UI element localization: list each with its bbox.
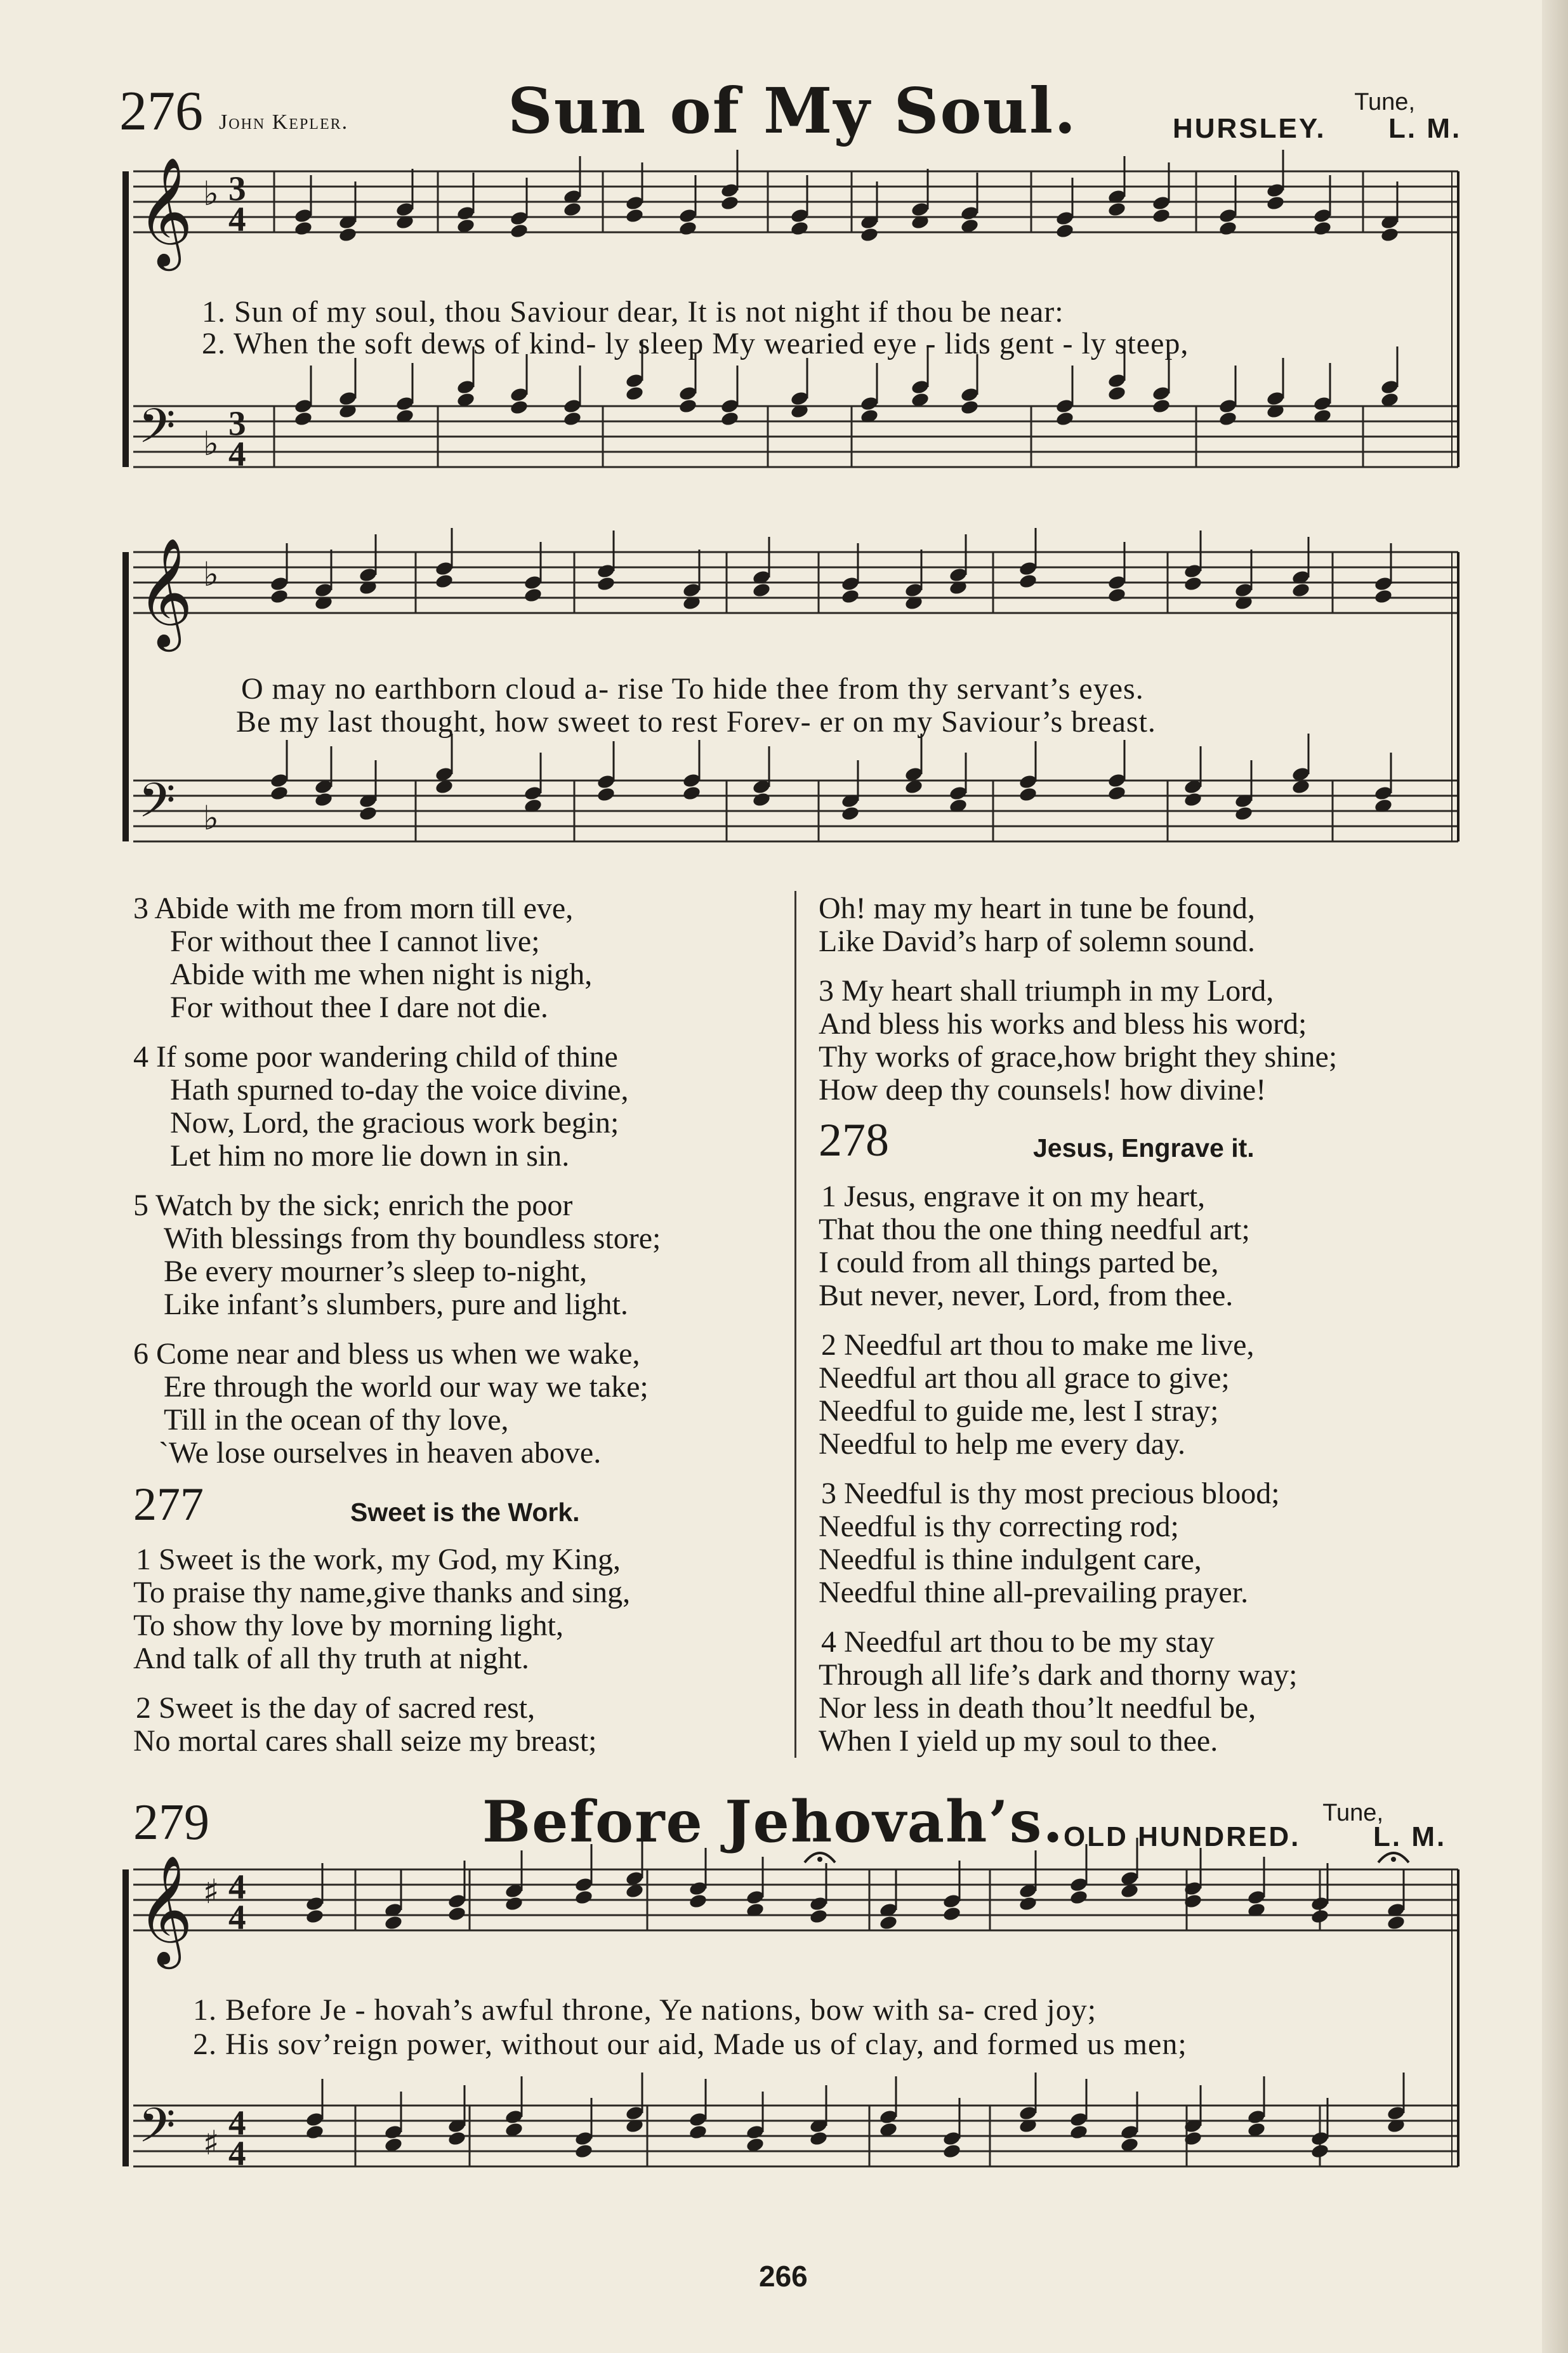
hymn-276-s2-bass-note xyxy=(752,791,772,808)
hymn-276-s1-treble-note xyxy=(563,201,583,218)
hymn-279-meter: L. M. xyxy=(1373,1821,1447,1852)
time-signature: 4 xyxy=(228,434,246,473)
verse-line: 3 Abide with me from morn till eve, xyxy=(133,892,574,925)
hymn-276-s1-treble-note xyxy=(338,227,358,243)
verse-line: Needful thine all-prevailing prayer. xyxy=(819,1576,1249,1609)
hymn-276-verse-5 xyxy=(133,1189,787,1321)
hymn-276-s1-treble-note xyxy=(1266,195,1286,211)
verse-line: For without thee I cannot live; xyxy=(170,925,540,958)
hymn-276-s2-bass-note xyxy=(270,785,289,801)
hymn-276-s1-bass-note xyxy=(625,385,645,402)
hymn-276-system-2-bass-staff xyxy=(133,781,1458,841)
hymn-276-s2-treble-note xyxy=(1018,573,1038,590)
verse-line: Needful is thy correcting rod; xyxy=(819,1510,1179,1543)
verse-line: And talk of all thy truth at night. xyxy=(133,1642,529,1675)
hymn-276-s2-bass-note xyxy=(1234,805,1254,822)
hymn-276-s2-treble-note xyxy=(596,576,616,592)
flat-icon: ♭ xyxy=(203,555,219,594)
hymn-276-s1-bass-note xyxy=(720,411,740,427)
hymn-276-s2-treble-note xyxy=(1374,588,1393,605)
hymn-279-bass-note xyxy=(809,2130,829,2147)
hymn-276-tune-name: HURSLEY. xyxy=(1173,113,1326,144)
page-edge xyxy=(1542,0,1568,2353)
hymn-276-title: Sun of My Soul. xyxy=(508,75,1077,148)
column-divider xyxy=(794,891,796,1758)
verse-line: Like David’s harp of solemn sound. xyxy=(819,925,1255,958)
hymn-276-s1-bass-note xyxy=(1152,398,1171,414)
hymn-276-s1-treble-note xyxy=(1055,223,1075,239)
hymn-276-s1-bass-note xyxy=(1218,411,1238,427)
verse-line: When I yield up my soul to thee. xyxy=(819,1724,1218,1758)
hymn-276-s2-bass-note xyxy=(1018,786,1038,803)
verse-line: Till in the ocean of thy love, xyxy=(164,1403,509,1437)
hymn-276-s2-bass-note xyxy=(596,786,616,803)
hymn-276-s2-bass-note xyxy=(682,785,702,801)
hymn-276-s1-treble-note xyxy=(1152,208,1171,224)
hymn-276-s2-treble-note xyxy=(841,588,860,605)
verse-line: For without thee I dare not die. xyxy=(170,991,548,1024)
hymn-276-s1-bass-note xyxy=(678,398,698,414)
verse-line: Be every mourner’s sleep to-night, xyxy=(164,1255,587,1288)
verse-line: Needful to guide me, lest I stray; xyxy=(819,1394,1219,1428)
hymn-276-lyrics-verse-2-line-a: 2. When the soft dews of kind- ly sleep My wearied eye - lids gent - ly steep, xyxy=(202,327,1189,360)
verse-line: 3 Needful is thy most precious blood; xyxy=(821,1477,1280,1510)
hymn-279-treble-note xyxy=(1387,1915,1406,1931)
hymn-276-s2-bass-note xyxy=(1107,785,1127,801)
hymn-277-verse-2 xyxy=(133,1692,787,1758)
hymn-277-verses-left xyxy=(133,1543,787,1758)
hymn-276-s1-treble-note xyxy=(1218,220,1238,237)
hymn-276-s1-treble-note xyxy=(625,208,645,224)
hymn-276-s1-treble-note xyxy=(510,223,529,239)
hymn-279-bass-note xyxy=(305,2124,325,2140)
hymn-276-s1-bass-note xyxy=(1107,385,1127,402)
hymn-276-s1-treble-note xyxy=(790,220,810,237)
hymn-276-s1-treble-note xyxy=(860,227,880,243)
hymn-279-treble-note xyxy=(384,1915,404,1931)
hymn-279-treble-note xyxy=(447,1906,467,1922)
hymn-276-lyrics-verse-1-line-a: 1. Sun of my soul, thou Saviour dear, It is not night if thou be near: xyxy=(202,295,1064,329)
hymn-279-treble-note xyxy=(879,1915,899,1931)
verse-line: 2 Sweet is the day of sacred rest, xyxy=(136,1691,536,1725)
verse-line: Like infant’s slumbers, pure and light. xyxy=(164,1288,628,1321)
hymn-279-treble-note xyxy=(1069,1889,1089,1906)
hymn-276-s1-bass-note xyxy=(1055,411,1075,427)
verse-line: I could from all things parted be, xyxy=(819,1246,1219,1279)
left-column xyxy=(133,892,787,1470)
treble-clef-icon: 𝄞 xyxy=(137,537,193,647)
treble-clef-icon: 𝄞 xyxy=(137,157,193,267)
hymn-278-verse-2 xyxy=(819,1329,1472,1461)
flat-icon: ♭ xyxy=(203,174,219,213)
hymn-279-treble-note xyxy=(1018,1895,1038,1912)
verse-line: Now, Lord, the gracious work begin; xyxy=(170,1106,619,1140)
hymn-276-s1-treble-note xyxy=(1313,220,1333,237)
verse-line: 1 Jesus, engrave it on my heart, xyxy=(821,1180,1206,1213)
time-signature: 3 xyxy=(228,404,246,443)
hymn-276-s2-treble-note xyxy=(435,573,454,590)
time-signature: 4 xyxy=(228,199,246,239)
hymn-279-treble-note xyxy=(688,1893,708,1909)
hymn-276-composer: John Kepler. xyxy=(219,110,349,134)
hymn-278-number: 278 xyxy=(819,1114,889,1166)
hymn-276-s1-treble-note xyxy=(1107,201,1127,218)
hymn-276-verse-4 xyxy=(133,1041,787,1173)
verse-line: Hath spurned to-day the voice divine, xyxy=(170,1073,629,1107)
verse-line: That thou the one thing needful art; xyxy=(819,1213,1250,1246)
verse-line: 5 Watch by the sick; enrich the poor xyxy=(133,1189,573,1222)
hymn-276-system-1-treble-staff xyxy=(133,171,1458,232)
hymn-276-s2-treble-note xyxy=(270,588,289,605)
hymn-277-verse-2-cont xyxy=(819,892,1472,958)
hymn-277-number: 277 xyxy=(133,1479,204,1531)
verse-line: And bless his works and bless his word; xyxy=(819,1007,1307,1041)
hymn-278-verse-1 xyxy=(819,1180,1472,1312)
hymn-276-s2-treble-note xyxy=(752,582,772,598)
verse-line: Thy works of grace,how bright they shine; xyxy=(819,1040,1338,1074)
time-signature: 4 xyxy=(228,1897,246,1937)
hymn-278-verse-3 xyxy=(819,1477,1472,1609)
verse-line: Nor less in death thou’lt needful be, xyxy=(819,1691,1256,1725)
hymn-276-s2-bass-note xyxy=(1183,791,1203,808)
hymn-276-s1-treble-note xyxy=(1380,227,1400,243)
hymn-276-lyrics-verse-2-line-b: Be my last thought, how sweet to rest Forev- er on my Saviour’s breast. xyxy=(236,705,1156,739)
hymn-279-bass-note xyxy=(447,2130,467,2147)
bass-clef-icon: 𝄢 xyxy=(138,398,176,466)
verse-line: Abide with me when night is nigh, xyxy=(170,958,593,991)
verse-line: To praise thy name,give thanks and sing, xyxy=(133,1576,631,1609)
fermata-icon xyxy=(817,1857,822,1862)
verse-line: With blessings from thy boundless store; xyxy=(164,1222,661,1255)
hymn-279-treble-note xyxy=(809,1908,829,1925)
verse-line: Needful is thine indulgent care, xyxy=(819,1543,1202,1576)
hymn-276-lyrics-verse-1-line-b: O may no earthborn cloud a- rise To hide thee from thy servant’s eyes. xyxy=(241,672,1144,706)
verse-line: 4 Needful art thou to be my stay xyxy=(821,1625,1215,1659)
hymn-279-treble-note xyxy=(574,1889,594,1906)
verse-line: Needful art thou all grace to give; xyxy=(819,1361,1230,1395)
hymn-277-verse-1 xyxy=(133,1543,787,1675)
hymn-278-verse-4 xyxy=(819,1626,1472,1758)
hymn-279-bass-note xyxy=(1310,2143,1330,2159)
time-signature: 4 xyxy=(228,2103,246,2142)
verse-line: 6 Come near and bless us when we wake, xyxy=(133,1337,640,1371)
page-number: 266 xyxy=(759,2260,808,2293)
hymn-276-s2-treble-note xyxy=(1107,587,1127,603)
verse-line: Through all life’s dark and thorny way; xyxy=(819,1658,1298,1692)
hymn-276-s1-bass-note xyxy=(294,411,313,427)
verse-line: Needful to help me every day. xyxy=(819,1427,1185,1461)
verse-line: Ere through the world our way we take; xyxy=(164,1370,649,1404)
verse-line: 3 My heart shall triumph in my Lord, xyxy=(819,974,1274,1008)
hymn-279-number: 279 xyxy=(133,1795,209,1850)
hymn-279-lyrics-verse-1: 1. Before Je - hovah’s awful throne, Ye nations, bow with sa- cred joy; xyxy=(193,1993,1097,2027)
verse-line: 4 If some poor wandering child of thine xyxy=(133,1040,618,1074)
hymn-279-bass-note xyxy=(1069,2124,1089,2140)
hymn-279-treble-note xyxy=(305,1908,325,1925)
hymn-276-s2-bass-note xyxy=(314,791,334,808)
hymn-276-s2-bass-note xyxy=(841,805,860,822)
hymn-276-verse-6 xyxy=(133,1338,787,1470)
hymn-277-title: Sweet is the Work. xyxy=(350,1498,580,1527)
hymn-276-meter: L. M. xyxy=(1388,113,1462,144)
hymn-279-bass-note xyxy=(942,2143,962,2159)
hymn-279-lyrics-verse-2: 2. His sov’reign power, without our aid, Made us of clay, and formed us men; xyxy=(193,2027,1187,2061)
hymn-277-verse-3 xyxy=(819,975,1472,1107)
hymn-276-tune-label: Tune, xyxy=(1354,89,1415,115)
bass-clef-icon: 𝄢 xyxy=(138,772,176,840)
verse-line: No mortal cares shall seize my breast; xyxy=(133,1724,597,1758)
verse-line: To show thy love by morning light, xyxy=(133,1609,563,1642)
hymn-276-s2-treble-note xyxy=(1183,576,1203,592)
hymn-278-title: Jesus, Engrave it. xyxy=(1033,1133,1255,1163)
hymn-279-bass-note xyxy=(688,2124,708,2140)
hymn-279-tune-label: Tune, xyxy=(1322,1800,1383,1826)
time-signature: 3 xyxy=(228,169,246,208)
fermata-icon xyxy=(1391,1857,1396,1862)
verse-line: But never, never, Lord, from thee. xyxy=(819,1279,1234,1312)
hymn-279-title: Before Jehovah’s. xyxy=(482,1788,1064,1855)
hymn-276-s1-treble-note xyxy=(294,220,313,237)
time-signature: 4 xyxy=(228,2133,246,2173)
right-column xyxy=(819,892,1472,1107)
verse-line: Let him no more lie down in sin. xyxy=(170,1139,570,1173)
hymn-276-s2-treble-note xyxy=(524,587,543,603)
hymn-276-s1-treble-note xyxy=(720,195,740,211)
verse-line: Oh! may my heart in tune be found, xyxy=(819,892,1255,925)
hymn-279-bass-note xyxy=(574,2143,594,2159)
hymn-276-s1-bass-note xyxy=(510,399,529,416)
verse-line: How deep thy counsels! how divine! xyxy=(819,1073,1267,1107)
verse-line: 1 Sweet is the work, my God, my King, xyxy=(136,1543,621,1576)
hymn-276-number: 276 xyxy=(119,81,203,142)
sharp-icon: ♯ xyxy=(203,1872,220,1911)
verse-line: `We lose ourselves in heaven above. xyxy=(159,1436,602,1470)
time-signature: 4 xyxy=(228,1867,246,1906)
hymn-276-verse-3 xyxy=(133,892,787,1024)
hymn-276-s1-treble-note xyxy=(678,220,698,237)
sharp-icon: ♯ xyxy=(203,2123,220,2163)
flat-icon: ♭ xyxy=(203,798,219,838)
hymn-276-s1-bass-note xyxy=(563,411,583,427)
flat-icon: ♭ xyxy=(203,424,219,463)
bass-clef-icon: 𝄢 xyxy=(138,2097,176,2165)
hymn-278-verses xyxy=(819,1180,1472,1758)
hymn-276-s2-bass-note xyxy=(359,805,378,822)
hymn-279-treble-note xyxy=(1310,1908,1330,1925)
verse-line: 2 Needful art thou to make me live, xyxy=(821,1328,1255,1362)
hymn-279-treble-note xyxy=(942,1906,962,1922)
hymn-276-s1-bass-note xyxy=(960,399,980,416)
hymn-279-tune-name: OLD HUNDRED. xyxy=(1064,1821,1301,1852)
treble-clef-icon: 𝄞 xyxy=(137,1855,193,1965)
hymn-276-s2-treble-note xyxy=(1291,582,1311,598)
hymn-279-treble-note xyxy=(504,1895,524,1912)
